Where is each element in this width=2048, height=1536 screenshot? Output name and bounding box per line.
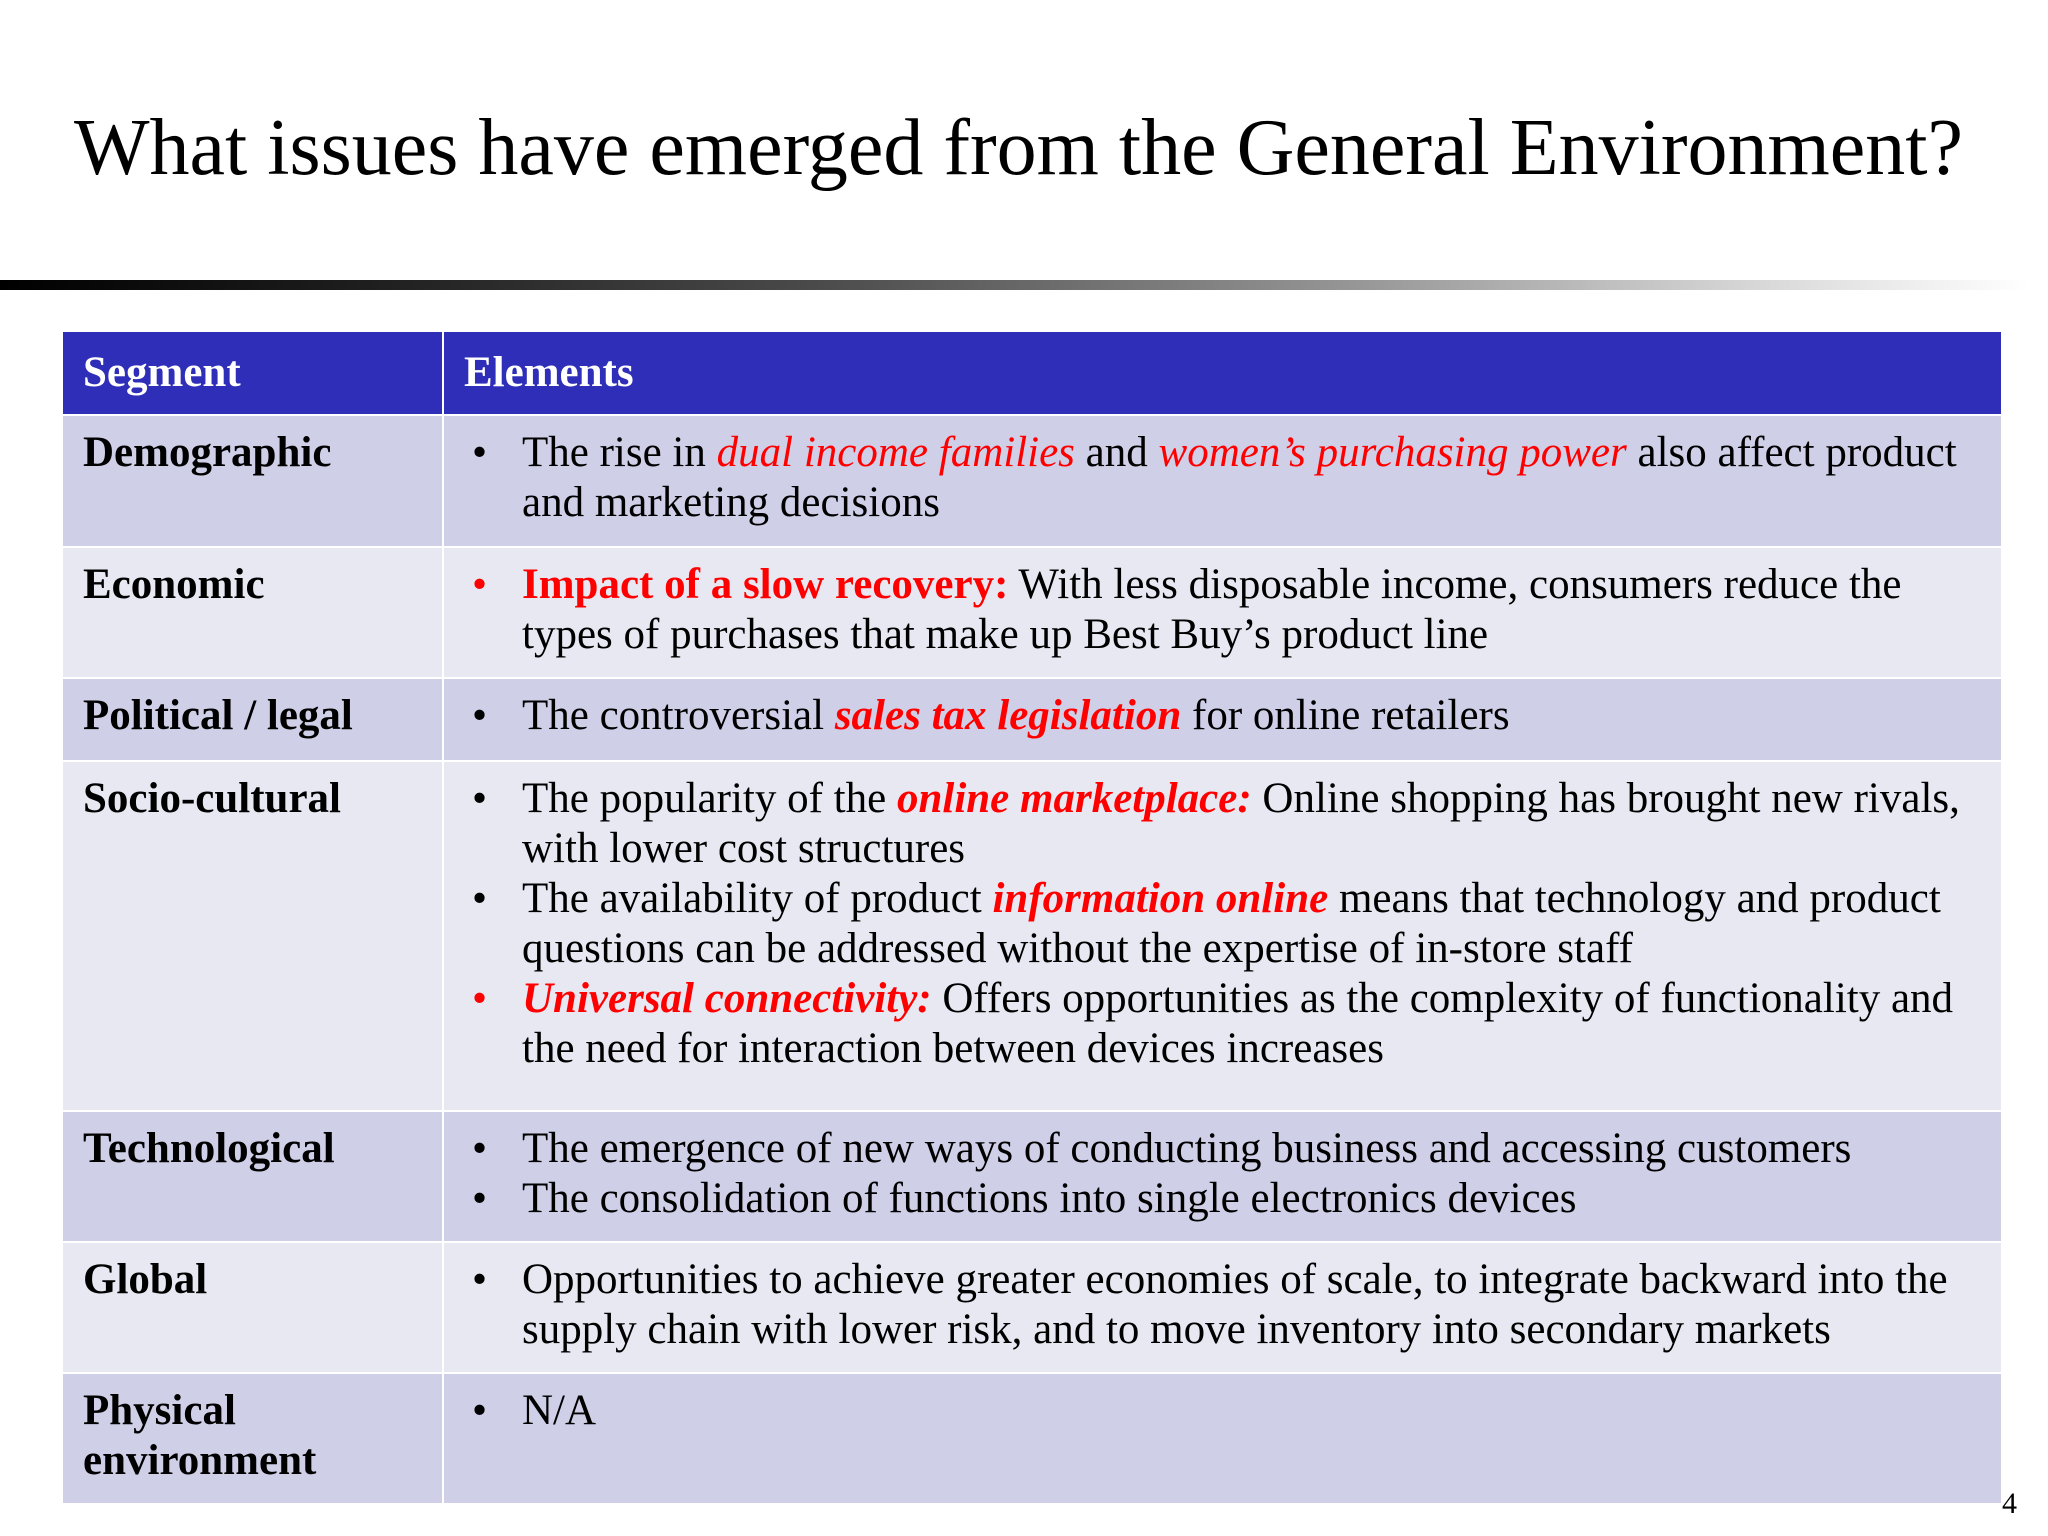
table-header-row bbox=[62, 331, 2002, 415]
slide-title: What issues have emerged from the General Environment? bbox=[74, 104, 1963, 192]
highlight-text: information online bbox=[992, 875, 1329, 922]
bullet-dot-icon: • bbox=[472, 1256, 488, 1303]
header-elements: Elements bbox=[443, 331, 2002, 415]
bullet-list bbox=[464, 428, 1985, 528]
bullet-dot-icon: • bbox=[472, 429, 488, 476]
bullet-dot-icon: • bbox=[472, 1175, 488, 1222]
bullet-item: • Universal connectivity: Offers opportunities as the complexity of functionality and the need for interaction between devices increases bbox=[472, 975, 1954, 1072]
elements-cell-socio-cultural bbox=[443, 761, 2002, 1111]
segment-cell-socio-cultural: Socio-cultural bbox=[62, 761, 443, 1111]
highlight-text: Impact of a slow recovery: bbox=[522, 561, 1009, 608]
table-row-physical-environment bbox=[62, 1373, 2002, 1504]
title-divider bbox=[0, 280, 2030, 290]
bullet-dot-icon: • bbox=[472, 775, 488, 822]
bullet-list bbox=[464, 774, 1985, 1074]
table-row-technological bbox=[62, 1111, 2002, 1242]
elements-cell-political bbox=[443, 678, 2002, 761]
elements-cell-economic bbox=[443, 547, 2002, 678]
bullet-item: • Impact of a slow recovery: With less disposable income, consumers reduce the types of purchases that make up Best Buy’s product line bbox=[472, 561, 1902, 658]
bullet-list bbox=[464, 1255, 1985, 1355]
segment-cell-technological: Technological bbox=[62, 1111, 443, 1242]
segment-cell-economic: Economic bbox=[62, 547, 443, 678]
segment-cell-global: Global bbox=[62, 1242, 443, 1373]
bullet-item: • The controversial sales tax legislation for online retailers bbox=[472, 692, 1510, 739]
bullet-dot-icon: • bbox=[472, 1387, 488, 1434]
highlight-text: online marketplace: bbox=[896, 775, 1252, 822]
bullet-dot-icon: • bbox=[472, 692, 488, 739]
bullet-list bbox=[464, 1124, 1985, 1224]
elements-cell-global bbox=[443, 1242, 2002, 1373]
table-row-global bbox=[62, 1242, 2002, 1373]
highlight-text: women’s purchasing power bbox=[1158, 429, 1627, 476]
highlight-text: Universal connectivity: bbox=[522, 975, 932, 1022]
bullet-list bbox=[464, 560, 1985, 660]
header-segment: Segment bbox=[62, 331, 443, 415]
bullet-item: • The emergence of new ways of conducting business and accessing customers bbox=[472, 1125, 1852, 1172]
bullet-item: • N/A bbox=[472, 1387, 597, 1434]
table-row-socio-cultural bbox=[62, 761, 2002, 1111]
page-number: 4 bbox=[2002, 1487, 2017, 1520]
bullet-list bbox=[464, 691, 1985, 741]
segment-table bbox=[61, 330, 2003, 1505]
bullet-item: • The availability of product information online means that technology and product questions can be addressed without the expertise of in-store staff bbox=[472, 875, 1941, 972]
table-row-demographic bbox=[62, 415, 2002, 547]
segment-cell-demographic: Demographic bbox=[62, 415, 443, 547]
bullet-item: • Opportunities to achieve greater economies of scale, to integrate backward into the supply chain with lower risk, and to move inventory into secondary markets bbox=[472, 1256, 1948, 1353]
bullet-item: • The rise in dual income families and women’s purchasing power also affect product and marketing decisions bbox=[472, 429, 1957, 526]
highlight-text: sales tax legislation bbox=[834, 692, 1182, 739]
bullet-dot-icon: • bbox=[472, 1125, 488, 1172]
bullet-dot-icon: • bbox=[472, 975, 488, 1022]
segment-cell-physical-environment: Physical environment bbox=[62, 1373, 443, 1504]
elements-cell-demographic bbox=[443, 415, 2002, 547]
bullet-dot-icon: • bbox=[472, 875, 488, 922]
segment-cell-political: Political / legal bbox=[62, 678, 443, 761]
bullet-item: • The consolidation of functions into single electronics devices bbox=[472, 1175, 1577, 1222]
bullet-dot-icon: • bbox=[472, 561, 488, 608]
elements-cell-technological bbox=[443, 1111, 2002, 1242]
table-row-political bbox=[62, 678, 2002, 761]
bullet-list bbox=[464, 1386, 1985, 1436]
table-row-economic bbox=[62, 547, 2002, 678]
highlight-text: dual income families bbox=[716, 429, 1075, 476]
elements-cell-physical-environment bbox=[443, 1373, 2002, 1504]
bullet-item: • The popularity of the online marketplace: Online shopping has brought new rivals, with lower cost structures bbox=[472, 775, 1960, 872]
